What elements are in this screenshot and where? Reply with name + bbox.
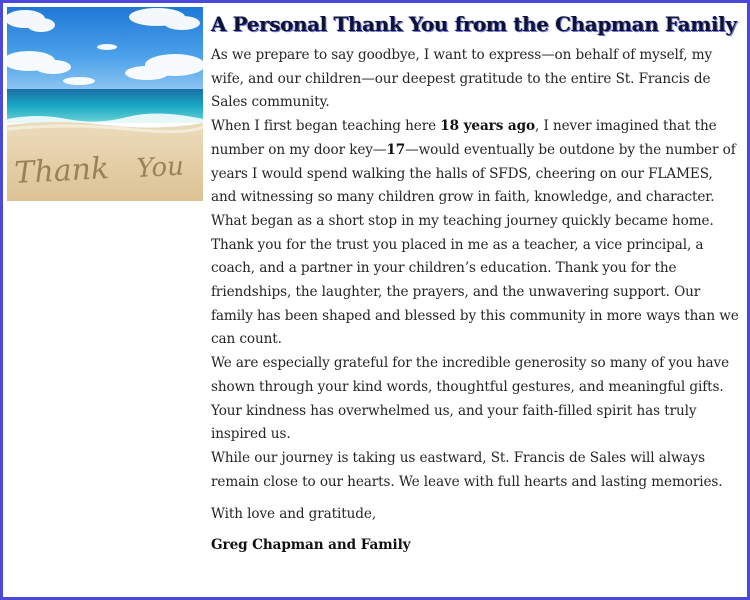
door-key-number: 17 xyxy=(386,141,406,158)
letter-content xyxy=(211,9,741,558)
beach-thank-you-image xyxy=(7,7,203,201)
signature: Greg Chapman and Family xyxy=(211,537,411,554)
paragraph-teaching-part2: , I never imagined that the number on my door key— xyxy=(211,118,717,158)
years-highlight: 18 years ago xyxy=(440,118,536,135)
closing-line: With love and gratitude, xyxy=(211,506,377,523)
paragraph-teaching xyxy=(211,115,741,352)
page-title: A Personal Thank You from the Chapman Family xyxy=(211,12,737,36)
paragraph-generosity: We are especially grateful for the incredible generosity so many of you have shown through your kind words, thoughtful gestures, and meaningful gifts. Your kindness has overwhelmed us, and your faith-filled spirit has truly inspired us. xyxy=(211,355,730,443)
paragraph-teaching-part3: —would eventually be outdone by the number of years I would spend walking the halls of SFDS, cheering on our FLAMES, and witnessing so many children grow in faith, knowledge, and character. What began as a short stop in my teaching journey quickly became home. Thank you for the trust you placed in me as a teacher, a vice principal, a coach, and a partner in your children’s education. Thank you for the friendships, the laughter, the prayers, and the unwavering support. Our family has been shaped and blessed by this community in more ways than we can count. xyxy=(211,141,739,348)
paragraph-farewell: While our journey is taking us eastward, St. Francis de Sales will always remain close to our hearts. We leave with full hearts and lasting memories. xyxy=(211,449,723,490)
svg-text:You: You xyxy=(135,151,185,184)
paragraph-intro: As we prepare to say goodbye, I want to express—on behalf of myself, my wife, and our children—our deepest gratitude to the entire St. Francis de Sales community. xyxy=(211,47,713,111)
letter-body xyxy=(211,44,741,558)
paragraph-teaching-part1: When I first began teaching here xyxy=(211,118,441,135)
svg-text:Thank: Thank xyxy=(13,151,111,191)
